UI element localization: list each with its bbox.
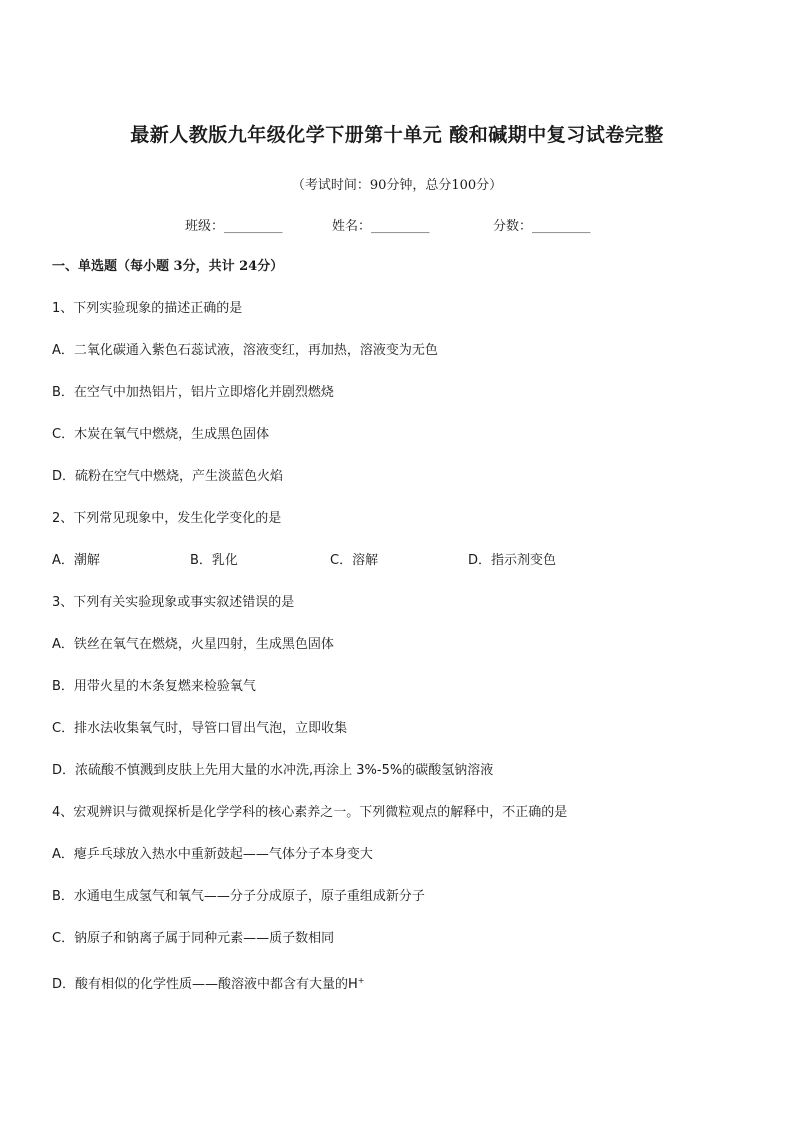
question-2-option-a: A．潮解: [52, 553, 100, 568]
hydrogen-ion-charge: +: [357, 976, 365, 985]
question-4-option-c: C．钠原子和钠离子属于同种元素——质子数相同: [52, 931, 335, 946]
exam-time-note: （考试时间：90分钟，总分100分）: [291, 178, 503, 193]
question-2-option-d: D．指示剂变色: [468, 553, 557, 568]
question-3-option-a: A．铁丝在氧气在燃烧，火星四射，生成黑色固体: [52, 637, 334, 652]
question-4-option-d: [52, 972, 365, 994]
question-1-option-b: B．在空气中加热铝片，铝片立即熔化并剧烈燃烧: [52, 385, 334, 400]
question-3-option-b: B．用带火星的木条复燃来检验氧气: [52, 679, 256, 694]
question-2-option-b: B．乳化: [190, 553, 238, 568]
question-4-option-d-text: D．酸有相似的化学性质——酸溶液中都含有大量的H: [52, 977, 358, 992]
question-4-stem: 4、宏观辨识与微观探析是化学学科的核心素养之一。下列微粒观点的解释中，不正确的是: [52, 805, 568, 820]
question-3-stem: 3、下列有关实验现象或事实叙述错误的是: [52, 595, 295, 610]
question-1-option-d: D．硫粉在空气中燃烧，产生淡蓝色火焰: [52, 469, 284, 484]
question-1-option-a: A．二氧化碳通入紫色石蕊试液，溶液变红，再加热，溶液变为无色: [52, 343, 438, 358]
score-field[interactable]: 分数：_________: [493, 219, 591, 234]
question-1-stem: 1、下列实验现象的描述正确的是: [52, 301, 243, 316]
page-title: 最新人教版九年级化学下册第十单元 酸和碱期中复习试卷完整: [130, 124, 664, 146]
question-4-option-b: B．水通电生成氢气和氧气——分子分成原子，原子重组成新分子: [52, 889, 425, 904]
section-heading: 一、单选题（每小题 3分，共计 24分）: [52, 259, 284, 274]
question-2-stem: 2、下列常见现象中，发生化学变化的是: [52, 511, 282, 526]
question-3-option-d: D．浓硫酸不慎溅到皮肤上先用大量的水冲洗,再涂上 3%-5%的碳酸氢钠溶液: [52, 763, 494, 778]
name-field[interactable]: 姓名：_________: [332, 219, 430, 234]
question-3-option-c: C．排水法收集氧气时，导管口冒出气泡，立即收集: [52, 721, 348, 736]
question-2-option-c: C．溶解: [330, 553, 379, 568]
question-1-option-c: C．木炭在氧气中燃烧，生成黑色固体: [52, 427, 270, 442]
class-field[interactable]: 班级：_________: [185, 219, 283, 234]
question-4-option-a: A．瘪乒乓球放入热水中重新鼓起——气体分子本身变大: [52, 847, 373, 862]
